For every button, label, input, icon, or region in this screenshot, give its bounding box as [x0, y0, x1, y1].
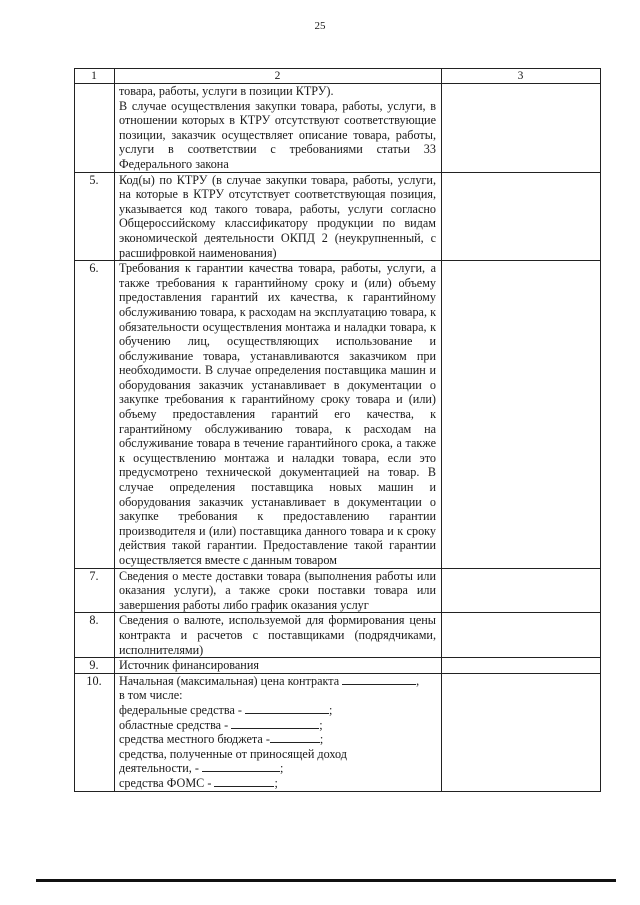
row-value-cell — [442, 658, 601, 674]
row-value-cell — [442, 172, 601, 261]
page-number: 25 — [314, 20, 326, 32]
bottom-rule — [36, 879, 616, 882]
row-text: Сведения о месте доставки товара (выполнения работы или оказания услуги), а также сроки поставки товара или завершения работы либо график оказания услуг — [115, 568, 442, 613]
federal-funds-line — [119, 703, 436, 718]
row-text: Сведения о валюте, используемой для формирования цены контракта и расчетов с поставщиками (подрядчиками, исполнителями) — [115, 613, 442, 658]
header-col-3: 3 — [442, 69, 601, 84]
semicolon: ; — [319, 717, 323, 732]
contract-price-line — [119, 674, 436, 689]
row-text — [115, 673, 442, 791]
row-text: Требования к гарантии качества товара, работы, услуги, а также требования к гарантийному сроку и (или) объему предоставления гарантий их качества, к гарантийному обслуживанию товара, к расходам на эксплуатацию товара, к обязательности осуществления монтажа и наладки товара, к обучению лиц, осуществляющих использование и обслуживание товара, устанавливаются заказчиком при необходимости. В случае определения поставщика машин и оборудования заказчик устанавливает в документации о закупке требования к гарантийному сроку товара и (или) объему предоставления гарантий его качества, к гарантийному обслуживанию товара, к расходам на обслуживание товара в течение гарантийного срока, а также к осуществлению монтажа и наладки товара, если это предусмотрено технической документацией на товар. В случае определения поставщика новых машин и оборудования заказчик устанавливает в документации о закупке требования к предоставлению гарантии производителя и (или) поставщика данного товара и к сроку действия такой гарантии. Предоставление такой гарантии осуществляется вместе с данным товаром — [115, 261, 442, 568]
row-number: 6. — [75, 261, 115, 568]
header-col-2: 2 — [115, 69, 442, 84]
row-text-line: В случае осуществления закупки товара, работы, услуги, в отношении которых в КТРУ отсутствуют соответствующие позиции, заказчик осуществляет описание товара, работы, услуги в соответствии с требованиями статьи 33 Федерального закона — [119, 98, 436, 171]
row-text — [115, 84, 442, 173]
semicolon: ; — [274, 775, 278, 790]
foms-funds-line — [119, 776, 436, 791]
income-activity-line — [119, 761, 436, 776]
row-value-cell — [442, 261, 601, 568]
row-number — [75, 84, 115, 173]
row-number: 7. — [75, 568, 115, 613]
table-row-5 — [75, 172, 601, 261]
row-value-cell — [442, 613, 601, 658]
income-activity-blank — [202, 761, 280, 772]
table-row-10 — [75, 673, 601, 791]
local-budget-line — [119, 732, 436, 747]
row-text: Код(ы) по КТРУ (в случае закупки товара, работы, услуги, на которые в КТРУ отсутствует соответствующая позиция, указывается код такого товара, работы, услуги согласно Общероссийскому классификатору продукции по видам экономической деятельности ОКПД 2 (неукрупненный, с расшифровкой наименования) — [115, 172, 442, 261]
table-row-continuation — [75, 84, 601, 173]
row-number: 10. — [75, 673, 115, 791]
income-activity-label: деятельности, - — [119, 761, 199, 776]
table-header-row — [75, 69, 601, 84]
row-value-cell — [442, 84, 601, 173]
including-label: в том числе: — [119, 688, 183, 703]
contract-price-comma: , — [416, 673, 420, 688]
row-number: 5. — [75, 172, 115, 261]
row-number: 9. — [75, 658, 115, 674]
income-funds-line: средства, полученные от приносящей доход — [119, 746, 347, 761]
contract-price-label: Начальная (максимальная) цена контракта — [119, 673, 340, 688]
regional-funds-line — [119, 718, 436, 733]
row-text: Источник финансирования — [115, 658, 442, 674]
federal-funds-label: федеральные средства - — [119, 702, 242, 717]
table-row-7 — [75, 568, 601, 613]
local-budget-blank — [270, 732, 320, 743]
local-budget-label: средства местного бюджета - — [119, 732, 270, 747]
semicolon: ; — [329, 702, 333, 717]
semicolon: ; — [319, 732, 324, 747]
table-row-9 — [75, 658, 601, 674]
table-row-8 — [75, 613, 601, 658]
row-number: 8. — [75, 613, 115, 658]
federal-funds-blank — [245, 703, 329, 714]
regional-funds-label: областные средства - — [119, 717, 229, 732]
regional-funds-blank — [231, 718, 319, 729]
semicolon: ; — [279, 761, 284, 776]
table-row-6 — [75, 261, 601, 568]
contract-price-blank — [342, 674, 416, 685]
foms-funds-label: средства ФОМС - — [119, 775, 212, 790]
row-value-cell — [442, 568, 601, 613]
row-text-line: товара, работы, услуги в позиции КТРУ). — [119, 84, 334, 98]
row-value-cell — [442, 673, 601, 791]
foms-funds-blank — [214, 776, 274, 787]
header-col-1: 1 — [75, 69, 115, 84]
requirements-table — [74, 68, 601, 792]
